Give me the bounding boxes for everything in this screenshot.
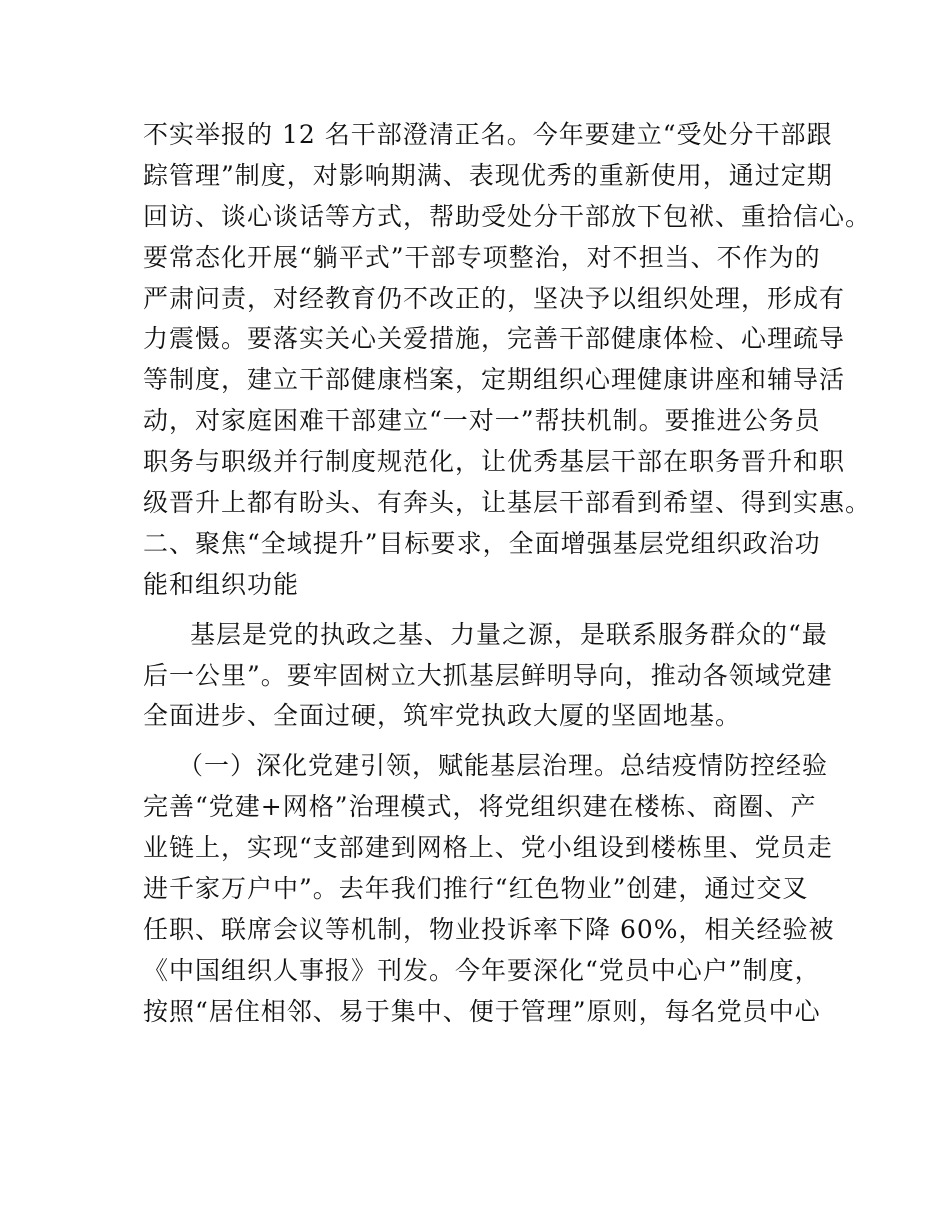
text-line: 踪管理”制度，对影响期满、表现优秀的重新使用，通过定期: [143, 160, 833, 190]
section-heading-2: [143, 524, 821, 606]
paragraph-1: [143, 115, 872, 524]
paragraph-2: [143, 615, 833, 738]
text-line: 动，对家庭困难干部建立“一对一”帮扶机制。要推进公务员: [143, 406, 821, 436]
text-line: 进千家万户中”。去年我们推行“红色物业”创建，通过交叉: [143, 874, 809, 904]
text-line: 业链上，实现“支部建到网格上、党小组设到楼栋里、党员走: [143, 833, 833, 863]
text-line: 不实举报的 12 名干部澄清正名。今年要建立“受处分干部跟: [143, 120, 833, 149]
text-line: 全面进步、全面过硬，筑牢党执政大厦的坚固地基。: [143, 701, 742, 731]
text-line: 等制度，建立干部健康档案，定期组织心理健康讲座和辅导活: [143, 365, 846, 395]
text-line: 严肃问责，对经教育仍不改正的，坚决予以组织处理，形成有: [143, 283, 846, 313]
heading-line: 能和组织功能: [143, 569, 300, 599]
text-line: 任职、联席会议等机制，物业投诉率下降 60%，相关经验被: [143, 914, 835, 944]
text-line: 回访、谈心谈话等方式，帮助受处分干部放下包袱、重拾信心。: [143, 201, 872, 231]
text-line: 基层是党的执政之基、力量之源，是联系服务群众的“最: [190, 619, 828, 649]
text-line: 后一公里”。要牢固树立大抓基层鲜明导向，推动各领域党建: [143, 660, 833, 690]
paragraph-gap: [143, 737, 805, 746]
paragraph-gap: [143, 606, 805, 615]
text-line: 《中国组织人事报》刊发。今年要深化“党员中心户”制度，: [143, 955, 821, 985]
text-line: 完善“党建+网格”治理模式，将党组织建在楼栋、商圈、产: [143, 792, 817, 822]
text-line: 职务与职级并行制度规范化，让优秀基层干部在职务晋升和职: [143, 447, 846, 477]
text-line: 力震慑。要落实关心关爱措施，完善干部健康体检、心理疏导: [143, 324, 846, 354]
heading-line: 二、聚焦“全域提升”目标要求，全面增强基层党组织政治功: [143, 528, 821, 558]
text-line: 级晋升上都有盼头、有奔头，让基层干部看到希望、得到实惠。: [143, 488, 872, 518]
text-line: 按照“居住相邻、易于集中、便于管理”原则，每名党员中心: [143, 996, 821, 1026]
document-body: [143, 115, 872, 1033]
paragraph-3: [143, 746, 835, 1032]
text-line: 要常态化开展“躺平式”干部专项整治，对不担当、不作为的: [143, 242, 821, 272]
text-line: （一）深化党建引领，赋能基层治理。总结疫情防控经验: [178, 751, 829, 781]
